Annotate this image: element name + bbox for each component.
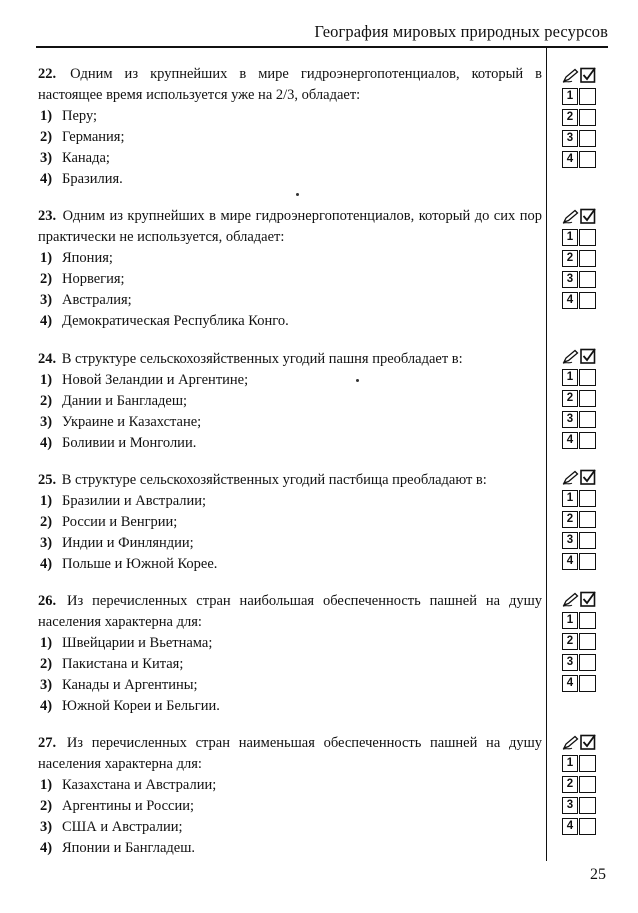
- answer-box-number: 3: [562, 797, 578, 814]
- answer-box-row: [562, 488, 602, 509]
- answer-option: [38, 554, 542, 575]
- answer-checkbox[interactable]: [579, 250, 596, 267]
- answer-box-number: 1: [562, 490, 578, 507]
- answer-checkbox[interactable]: [579, 369, 596, 386]
- answer-block-26: [562, 590, 602, 694]
- answer-options: [38, 106, 542, 190]
- option-text: Казахстана и Австралии;: [62, 777, 217, 793]
- question-number: 24.: [38, 351, 57, 367]
- answer-box-row: [562, 86, 602, 107]
- answer-checkbox[interactable]: [579, 776, 596, 793]
- answer-box-number: 3: [562, 532, 578, 549]
- answer-box-number: 3: [562, 130, 578, 147]
- header-divider: [36, 46, 608, 48]
- pencil-icon: [562, 209, 580, 224]
- answer-box-number: 1: [562, 369, 578, 386]
- option-number: 3): [40, 414, 53, 430]
- answer-checkbox[interactable]: [579, 88, 596, 105]
- question-text: Из перечисленных стран наибольшая обеспеченность пашней на душу населения характерна для:: [38, 593, 543, 630]
- answer-box-number: 1: [562, 229, 578, 246]
- answer-box-row: [562, 388, 602, 409]
- option-number: 4): [40, 556, 53, 572]
- question-stem: [38, 349, 542, 370]
- answer-mark-row: [562, 347, 602, 365]
- answer-checkbox[interactable]: [579, 553, 596, 570]
- question-23: [38, 206, 542, 332]
- option-number: 1): [40, 777, 53, 793]
- answer-block-24: [562, 347, 602, 451]
- answer-option: [38, 796, 542, 817]
- option-text: Швейцарии и Вьетнама;: [62, 635, 213, 651]
- question-25: [38, 470, 542, 575]
- answer-mark-row: [562, 733, 602, 751]
- answer-option: [38, 248, 542, 269]
- checkbox-checked-icon: [580, 734, 596, 750]
- answer-mark-row: [562, 590, 602, 608]
- option-text: Польше и Южной Корее.: [62, 556, 218, 572]
- option-number: 2): [40, 393, 53, 409]
- answer-box-row: [562, 149, 602, 170]
- answer-options: [38, 633, 542, 717]
- option-number: 1): [40, 108, 53, 124]
- answer-box-number: 3: [562, 654, 578, 671]
- answer-option: [38, 817, 542, 838]
- option-number: 3): [40, 819, 53, 835]
- answer-checkbox[interactable]: [579, 292, 596, 309]
- option-text: Бразилии и Австралии;: [62, 493, 207, 509]
- checkbox-checked-icon: [580, 348, 596, 364]
- answer-box-number: 4: [562, 151, 578, 168]
- option-text: Бразилия.: [62, 171, 123, 187]
- answer-checkbox[interactable]: [579, 633, 596, 650]
- answer-box-number: 4: [562, 675, 578, 692]
- option-number: 1): [40, 493, 53, 509]
- answer-option: [38, 633, 542, 654]
- answer-box-row: [562, 816, 602, 837]
- answer-block-25: [562, 468, 602, 572]
- answer-box-row: [562, 610, 602, 631]
- answer-box-number: 2: [562, 776, 578, 793]
- option-text: Дании и Бангладеш;: [62, 393, 188, 409]
- option-number: 1): [40, 635, 53, 651]
- question-text: В структуре сельскохозяйственных угодий пастбища преобладают в:: [61, 472, 487, 488]
- answer-option: [38, 491, 542, 512]
- question-stem: [38, 470, 542, 491]
- answer-option: [38, 775, 542, 796]
- answer-checkbox[interactable]: [579, 511, 596, 528]
- answer-block-27: [562, 733, 602, 837]
- answer-box-number: 3: [562, 271, 578, 288]
- option-number: 3): [40, 292, 53, 308]
- question-text: Одним из крупнейших в мире гидроэнергопотенциалов, который до сих пор практически не используется, обладает:: [38, 208, 542, 245]
- option-number: 4): [40, 840, 53, 856]
- answer-checkbox[interactable]: [579, 432, 596, 449]
- answer-option: [38, 148, 542, 169]
- answer-checkbox[interactable]: [579, 411, 596, 428]
- question-22: [38, 64, 542, 190]
- answer-option: [38, 654, 542, 675]
- option-text: Австралия;: [62, 292, 132, 308]
- answer-option: [38, 512, 542, 533]
- answer-checkbox[interactable]: [579, 755, 596, 772]
- question-number: 23.: [38, 208, 57, 224]
- answer-box-row: [562, 248, 602, 269]
- question-number: 22.: [38, 66, 57, 82]
- option-text: Перу;: [62, 108, 98, 124]
- answer-box-row: [562, 631, 602, 652]
- answer-checkbox[interactable]: [579, 390, 596, 407]
- option-text: Аргентины и России;: [62, 798, 195, 814]
- answer-box-number: 1: [562, 755, 578, 772]
- option-number: 4): [40, 435, 53, 451]
- checkbox-checked-icon: [580, 469, 596, 485]
- answer-option: [38, 127, 542, 148]
- answer-box-row: [562, 128, 602, 149]
- option-text: Украине и Казахстане;: [62, 414, 202, 430]
- option-number: 1): [40, 372, 53, 388]
- answer-option: [38, 370, 542, 391]
- option-text: Норвегия;: [62, 271, 125, 287]
- answer-box-number: 4: [562, 818, 578, 835]
- answer-options: [38, 775, 542, 859]
- answer-options: [38, 491, 542, 575]
- answer-box-row: [562, 367, 602, 388]
- question-stem: [38, 206, 542, 248]
- answer-block-22: [562, 66, 602, 170]
- question-26: [38, 591, 542, 717]
- checkbox-checked-icon: [580, 67, 596, 83]
- option-number: 2): [40, 129, 53, 145]
- answer-option: [38, 412, 542, 433]
- option-number: 3): [40, 535, 53, 551]
- answer-box-row: [562, 107, 602, 128]
- pencil-icon: [562, 592, 580, 607]
- option-text: Япония;: [62, 250, 113, 266]
- answer-checkbox[interactable]: [579, 654, 596, 671]
- option-text: России и Венгрии;: [62, 514, 178, 530]
- pencil-icon: [562, 349, 580, 364]
- option-text: Канады и Аргентины;: [62, 677, 198, 693]
- answer-box-row: [562, 269, 602, 290]
- answer-box-row: [562, 290, 602, 311]
- answer-box-row: [562, 430, 602, 451]
- answer-checkbox[interactable]: [579, 490, 596, 507]
- answer-options: [38, 370, 542, 454]
- answer-mark-row: [562, 468, 602, 486]
- option-text: Японии и Бангладеш.: [62, 840, 195, 856]
- answer-box-row: [562, 227, 602, 248]
- answer-box-row: [562, 673, 602, 694]
- answer-box-number: 3: [562, 411, 578, 428]
- answer-block-23: [562, 207, 602, 311]
- answer-checkbox[interactable]: [579, 797, 596, 814]
- answer-option: [38, 311, 542, 332]
- question-stem: [38, 64, 542, 106]
- answer-checkbox[interactable]: [579, 675, 596, 692]
- answer-box-number: 1: [562, 612, 578, 629]
- option-number: 2): [40, 798, 53, 814]
- question-number: 26.: [38, 593, 57, 609]
- question-text: Из перечисленных стран наименьшая обеспеченность пашней на душу населения характерна для:: [38, 735, 542, 772]
- checkbox-checked-icon: [580, 591, 596, 607]
- answer-box-number: 2: [562, 511, 578, 528]
- answer-mark-row: [562, 207, 602, 225]
- page-header-title: География мировых природных ресурсов: [314, 22, 608, 41]
- question-24: [38, 349, 542, 454]
- option-number: 4): [40, 698, 53, 714]
- answer-checkbox[interactable]: [579, 151, 596, 168]
- answer-checkbox[interactable]: [579, 130, 596, 147]
- question-number: 27.: [38, 735, 57, 751]
- checkbox-checked-icon: [580, 208, 596, 224]
- answer-option: [38, 106, 542, 127]
- answer-checkbox[interactable]: [579, 532, 596, 549]
- option-number: 2): [40, 271, 53, 287]
- question-text: Одним из крупнейших в мире гидроэнергопотенциалов, который в настоящее время используется уже на 2/3, обладает:: [38, 66, 543, 103]
- question-number: 25.: [38, 472, 57, 488]
- answer-option: [38, 290, 542, 311]
- answer-checkbox[interactable]: [579, 612, 596, 629]
- option-text: Демократическая Республика Конго.: [62, 313, 289, 329]
- answer-box-row: [562, 795, 602, 816]
- answer-box-number: 4: [562, 553, 578, 570]
- answer-option: [38, 675, 542, 696]
- answer-box-row: [562, 753, 602, 774]
- option-number: 2): [40, 656, 53, 672]
- question-27: [38, 733, 542, 859]
- option-number: 3): [40, 150, 53, 166]
- answer-column-divider: [546, 47, 547, 861]
- option-text: Канада;: [62, 150, 110, 166]
- option-number: 1): [40, 250, 53, 266]
- answer-box-row: [562, 551, 602, 572]
- answer-option: [38, 269, 542, 290]
- answer-box-number: 2: [562, 109, 578, 126]
- option-text: Индии и Финляндии;: [62, 535, 194, 551]
- answer-box-row: [562, 530, 602, 551]
- answer-box-number: 1: [562, 88, 578, 105]
- question-stem: [38, 733, 542, 775]
- answer-option: [38, 533, 542, 554]
- option-number: 4): [40, 313, 53, 329]
- option-number: 2): [40, 514, 53, 530]
- answer-box-row: [562, 652, 602, 673]
- answer-option: [38, 169, 542, 190]
- answer-box-number: 2: [562, 250, 578, 267]
- option-number: 4): [40, 171, 53, 187]
- answer-options: [38, 248, 542, 332]
- answer-checkbox[interactable]: [579, 271, 596, 288]
- answer-checkbox[interactable]: [579, 229, 596, 246]
- answer-box-number: 4: [562, 432, 578, 449]
- option-text: Боливии и Монголии.: [62, 435, 197, 451]
- pencil-icon: [562, 68, 580, 83]
- answer-box-number: 2: [562, 633, 578, 650]
- option-text: Южной Кореи и Бельгии.: [62, 698, 220, 714]
- answer-box-row: [562, 509, 602, 530]
- question-stem: [38, 591, 542, 633]
- pencil-icon: [562, 470, 580, 485]
- pencil-icon: [562, 735, 580, 750]
- answer-mark-row: [562, 66, 602, 84]
- answer-box-row: [562, 774, 602, 795]
- option-text: Новой Зеландии и Аргентине;: [62, 372, 249, 388]
- answer-option: [38, 391, 542, 412]
- answer-box-number: 4: [562, 292, 578, 309]
- option-text: США и Австралии;: [62, 819, 183, 835]
- option-number: 3): [40, 677, 53, 693]
- print-speck: [296, 193, 299, 196]
- question-text: В структуре сельскохозяйственных угодий пашня преобладает в:: [61, 351, 463, 367]
- answer-checkbox[interactable]: [579, 109, 596, 126]
- print-speck: [356, 379, 359, 382]
- option-text: Пакистана и Китая;: [62, 656, 184, 672]
- page-number: 25: [590, 866, 606, 883]
- answer-checkbox[interactable]: [579, 818, 596, 835]
- answer-option: [38, 433, 542, 454]
- answer-box-row: [562, 409, 602, 430]
- option-text: Германия;: [62, 129, 125, 145]
- answer-box-number: 2: [562, 390, 578, 407]
- answer-option: [38, 838, 542, 859]
- answer-option: [38, 696, 542, 717]
